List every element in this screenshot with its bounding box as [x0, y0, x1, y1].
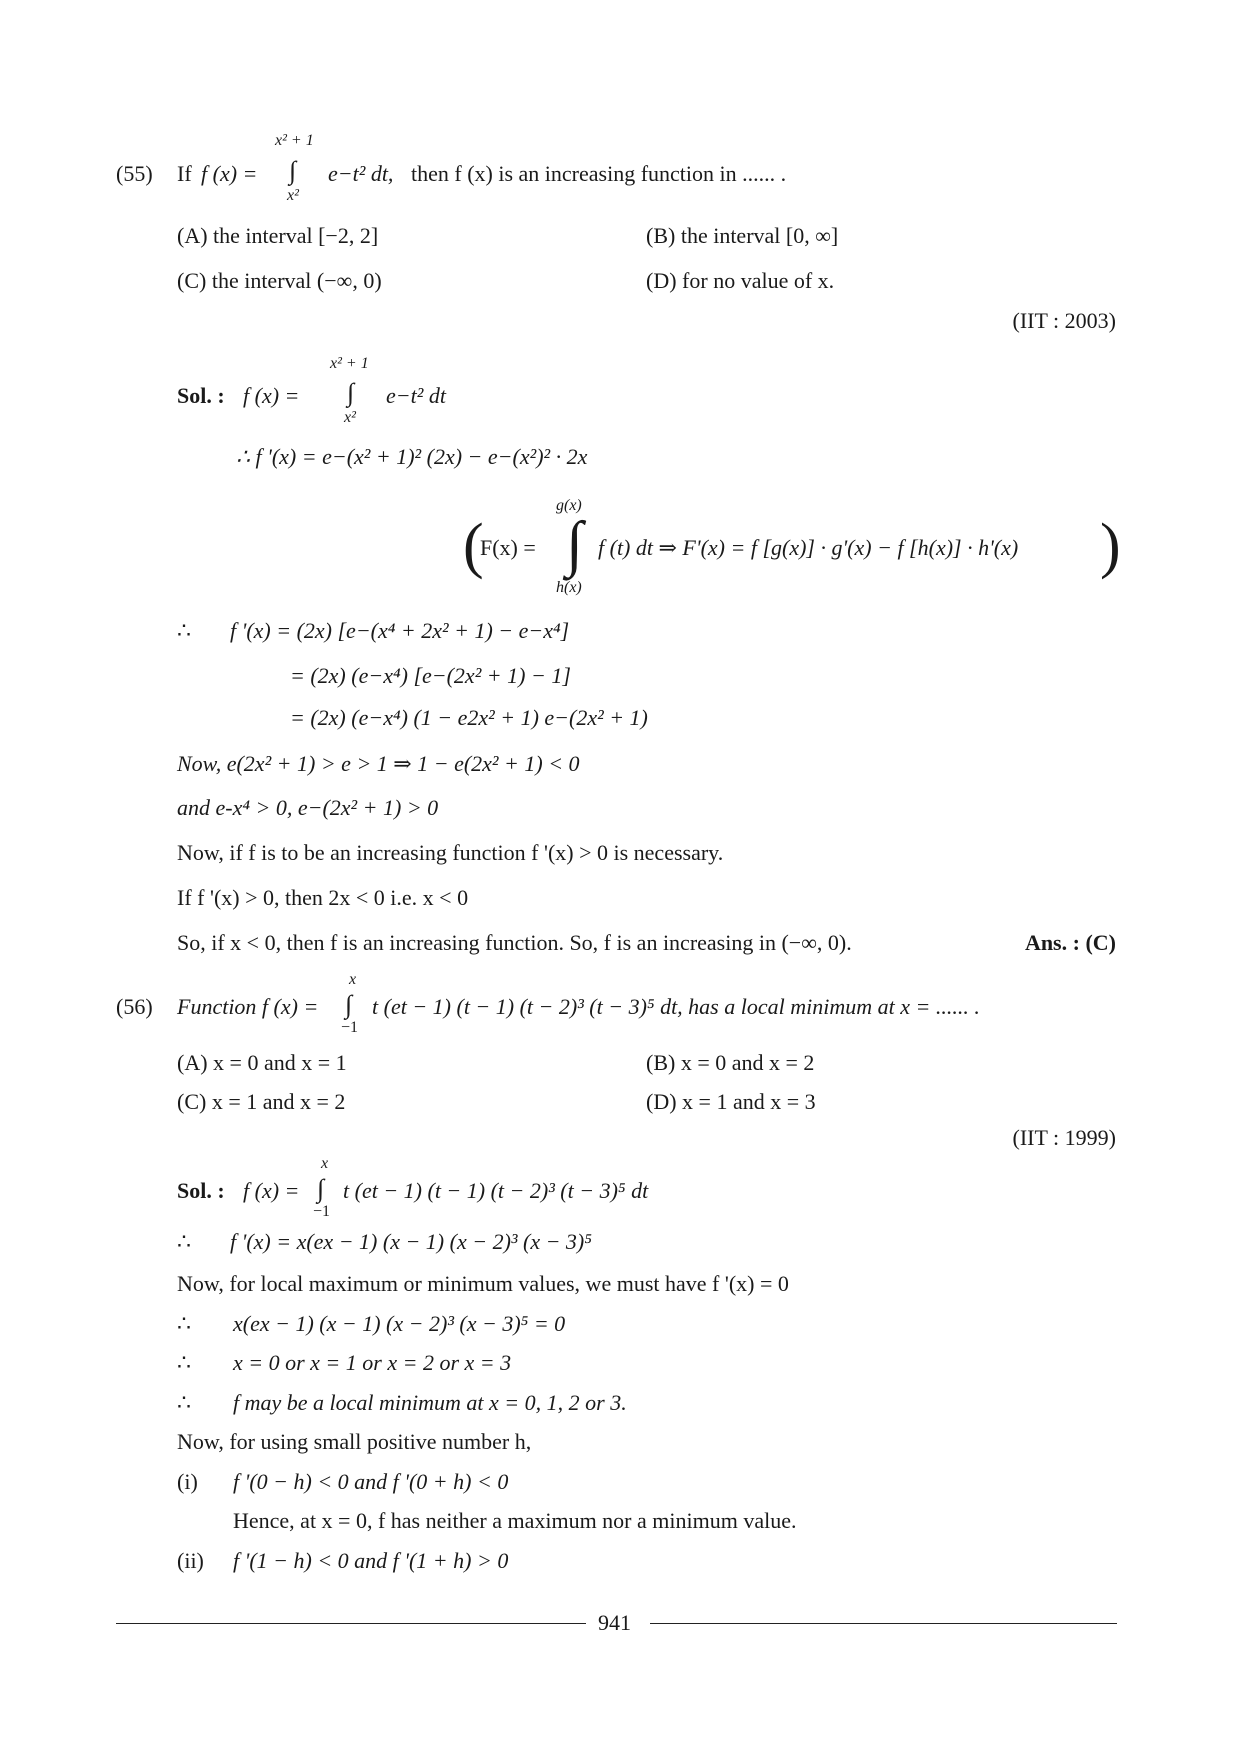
q55-lower-limit: x²: [287, 187, 299, 204]
sol56-ii-label: (ii): [177, 1548, 204, 1573]
q56-stem-prefix: Function f (x) =: [177, 994, 319, 1019]
q55-upper-limit: x² + 1: [275, 132, 314, 149]
sol55-l1-integrand: e−t² dt: [386, 383, 446, 408]
q55-option-c: (C) the interval (−∞, 0): [177, 268, 382, 293]
sol55-l2: ∴ f '(x) = e−(x² + 1)² (2x) − e−(x²)² · 2x: [236, 444, 588, 469]
sol56-therefore-4: ∴: [177, 1390, 191, 1415]
q56-source: (IIT : 1999): [1012, 1125, 1116, 1150]
page-number: 941: [598, 1610, 631, 1635]
q55-option-d: (D) for no value of x.: [646, 268, 835, 293]
q56-option-c: (C) x = 1 and x = 2: [177, 1089, 346, 1114]
footer-rule-left: [116, 1623, 586, 1624]
sol55-integral-sign: ∫: [347, 378, 355, 407]
sol55-l9: If f '(x) > 0, then 2x < 0 i.e. x < 0: [177, 885, 469, 910]
q56-integrand: t (et − 1) (t − 1) (t − 2)³ (t − 3)⁵ dt, has a local minimum at x = ...... .: [372, 994, 980, 1019]
rule-lhs: F(x) =: [480, 535, 536, 560]
sol55-l5: = (2x) (e−x⁴) (1 − e2x² + 1) e−(2x² + 1): [290, 705, 648, 730]
q55-fx: f (x) =: [201, 161, 258, 186]
q55-source: (IIT : 2003): [1012, 308, 1116, 333]
sol55-therefore-1: ∴: [177, 618, 191, 643]
sol56-therefore-2: ∴: [177, 1311, 191, 1336]
rule-rhs: f (t) dt ⇒ F'(x) = f [g(x)] · g'(x) − f [h(x)] · h'(x): [598, 535, 1019, 560]
sol56-ii-text: f '(1 − h) < 0 and f '(1 + h) > 0: [233, 1548, 509, 1573]
q56-number: (56): [116, 994, 153, 1019]
sol56-i-note: Hence, at x = 0, f has neither a maximum nor a minimum value.: [233, 1508, 797, 1533]
sol56-l1-lower: −1: [313, 1203, 331, 1220]
q55-option-b: (B) the interval [0, ∞]: [646, 223, 839, 248]
sol56-l6: f may be a local minimum at x = 0, 1, 2 or 3.: [233, 1390, 627, 1415]
q56-upper-limit: x: [349, 971, 357, 988]
sol55-l1-lower: x²: [344, 409, 356, 426]
q55-option-a: (A) the interval [−2, 2]: [177, 223, 379, 248]
rule-lower: h(x): [556, 579, 582, 596]
sol55-l3: f '(x) = (2x) [e−(x⁴ + 2x² + 1) − e−x⁴]: [230, 618, 570, 643]
rule-left-paren: (: [463, 512, 484, 580]
q56-integral-sign: ∫: [345, 990, 353, 1019]
q56-option-a: (A) x = 0 and x = 1: [177, 1050, 347, 1075]
sol56-l5: x = 0 or x = 1 or x = 2 or x = 3: [233, 1350, 512, 1375]
sol56-l1-lhs: f (x) =: [243, 1178, 300, 1203]
sol56-i-label: (i): [177, 1469, 198, 1494]
q55-integral-sign: ∫: [289, 156, 297, 185]
sol55-l1-lhs: f (x) =: [243, 383, 300, 408]
sol56-l1-upper: x: [321, 1155, 329, 1172]
sol56-therefore-1: ∴: [177, 1229, 191, 1254]
q55-integrand: e−t² dt,: [328, 161, 394, 186]
sol55-l7: and e-x⁴ > 0, e−(2x² + 1) > 0: [177, 795, 439, 820]
sol55-l10: So, if x < 0, then f is an increasing function. So, f is an increasing in (−∞, 0).: [177, 930, 852, 955]
q56-option-d: (D) x = 1 and x = 3: [646, 1089, 816, 1114]
sol56-therefore-3: ∴: [177, 1350, 191, 1375]
sol56-l4: x(ex − 1) (x − 1) (x − 2)³ (x − 3)⁵ = 0: [233, 1311, 566, 1336]
q55-number: (55): [116, 161, 153, 186]
sol55-l6: Now, e(2x² + 1) > e > 1 ⇒ 1 − e(2x² + 1) < 0: [177, 751, 580, 776]
q56-lower-limit: −1: [341, 1019, 359, 1036]
rule-upper: g(x): [556, 497, 582, 514]
sol56-l2: f '(x) = x(ex − 1) (x − 1) (x − 2)³ (x − 3)⁵: [230, 1229, 592, 1254]
sol56-label: Sol. :: [177, 1178, 225, 1203]
sol55-l1-upper: x² + 1: [330, 355, 369, 372]
rule-right-paren: ): [1100, 512, 1121, 580]
sol56-l1-integrand: t (et − 1) (t − 1) (t − 2)³ (t − 3)⁵ dt: [343, 1178, 649, 1203]
rule-integral-sign: ∫: [566, 510, 583, 578]
sol56-l3: Now, for local maximum or minimum values, we must have f '(x) = 0: [177, 1271, 789, 1296]
q56-option-b: (B) x = 0 and x = 2: [646, 1050, 815, 1075]
sol56-i-text: f '(0 − h) < 0 and f '(0 + h) < 0: [233, 1469, 509, 1494]
sol55-l8: Now, if f is to be an increasing function f '(x) > 0 is necessary.: [177, 840, 724, 865]
q55-stem-prefix: If: [177, 161, 192, 186]
sol55-label: Sol. :: [177, 383, 225, 408]
sol56-l7: Now, for using small positive number h,: [177, 1429, 532, 1454]
sol55-answer: Ans. : (C): [1024, 930, 1116, 955]
q55-stem-suffix: then f (x) is an increasing function in ...... .: [411, 161, 787, 186]
sol56-integral-sign: ∫: [317, 1174, 325, 1203]
sol55-l4: = (2x) (e−x⁴) [e−(2x² + 1) − 1]: [290, 663, 571, 688]
footer-rule-right: [650, 1623, 1117, 1624]
